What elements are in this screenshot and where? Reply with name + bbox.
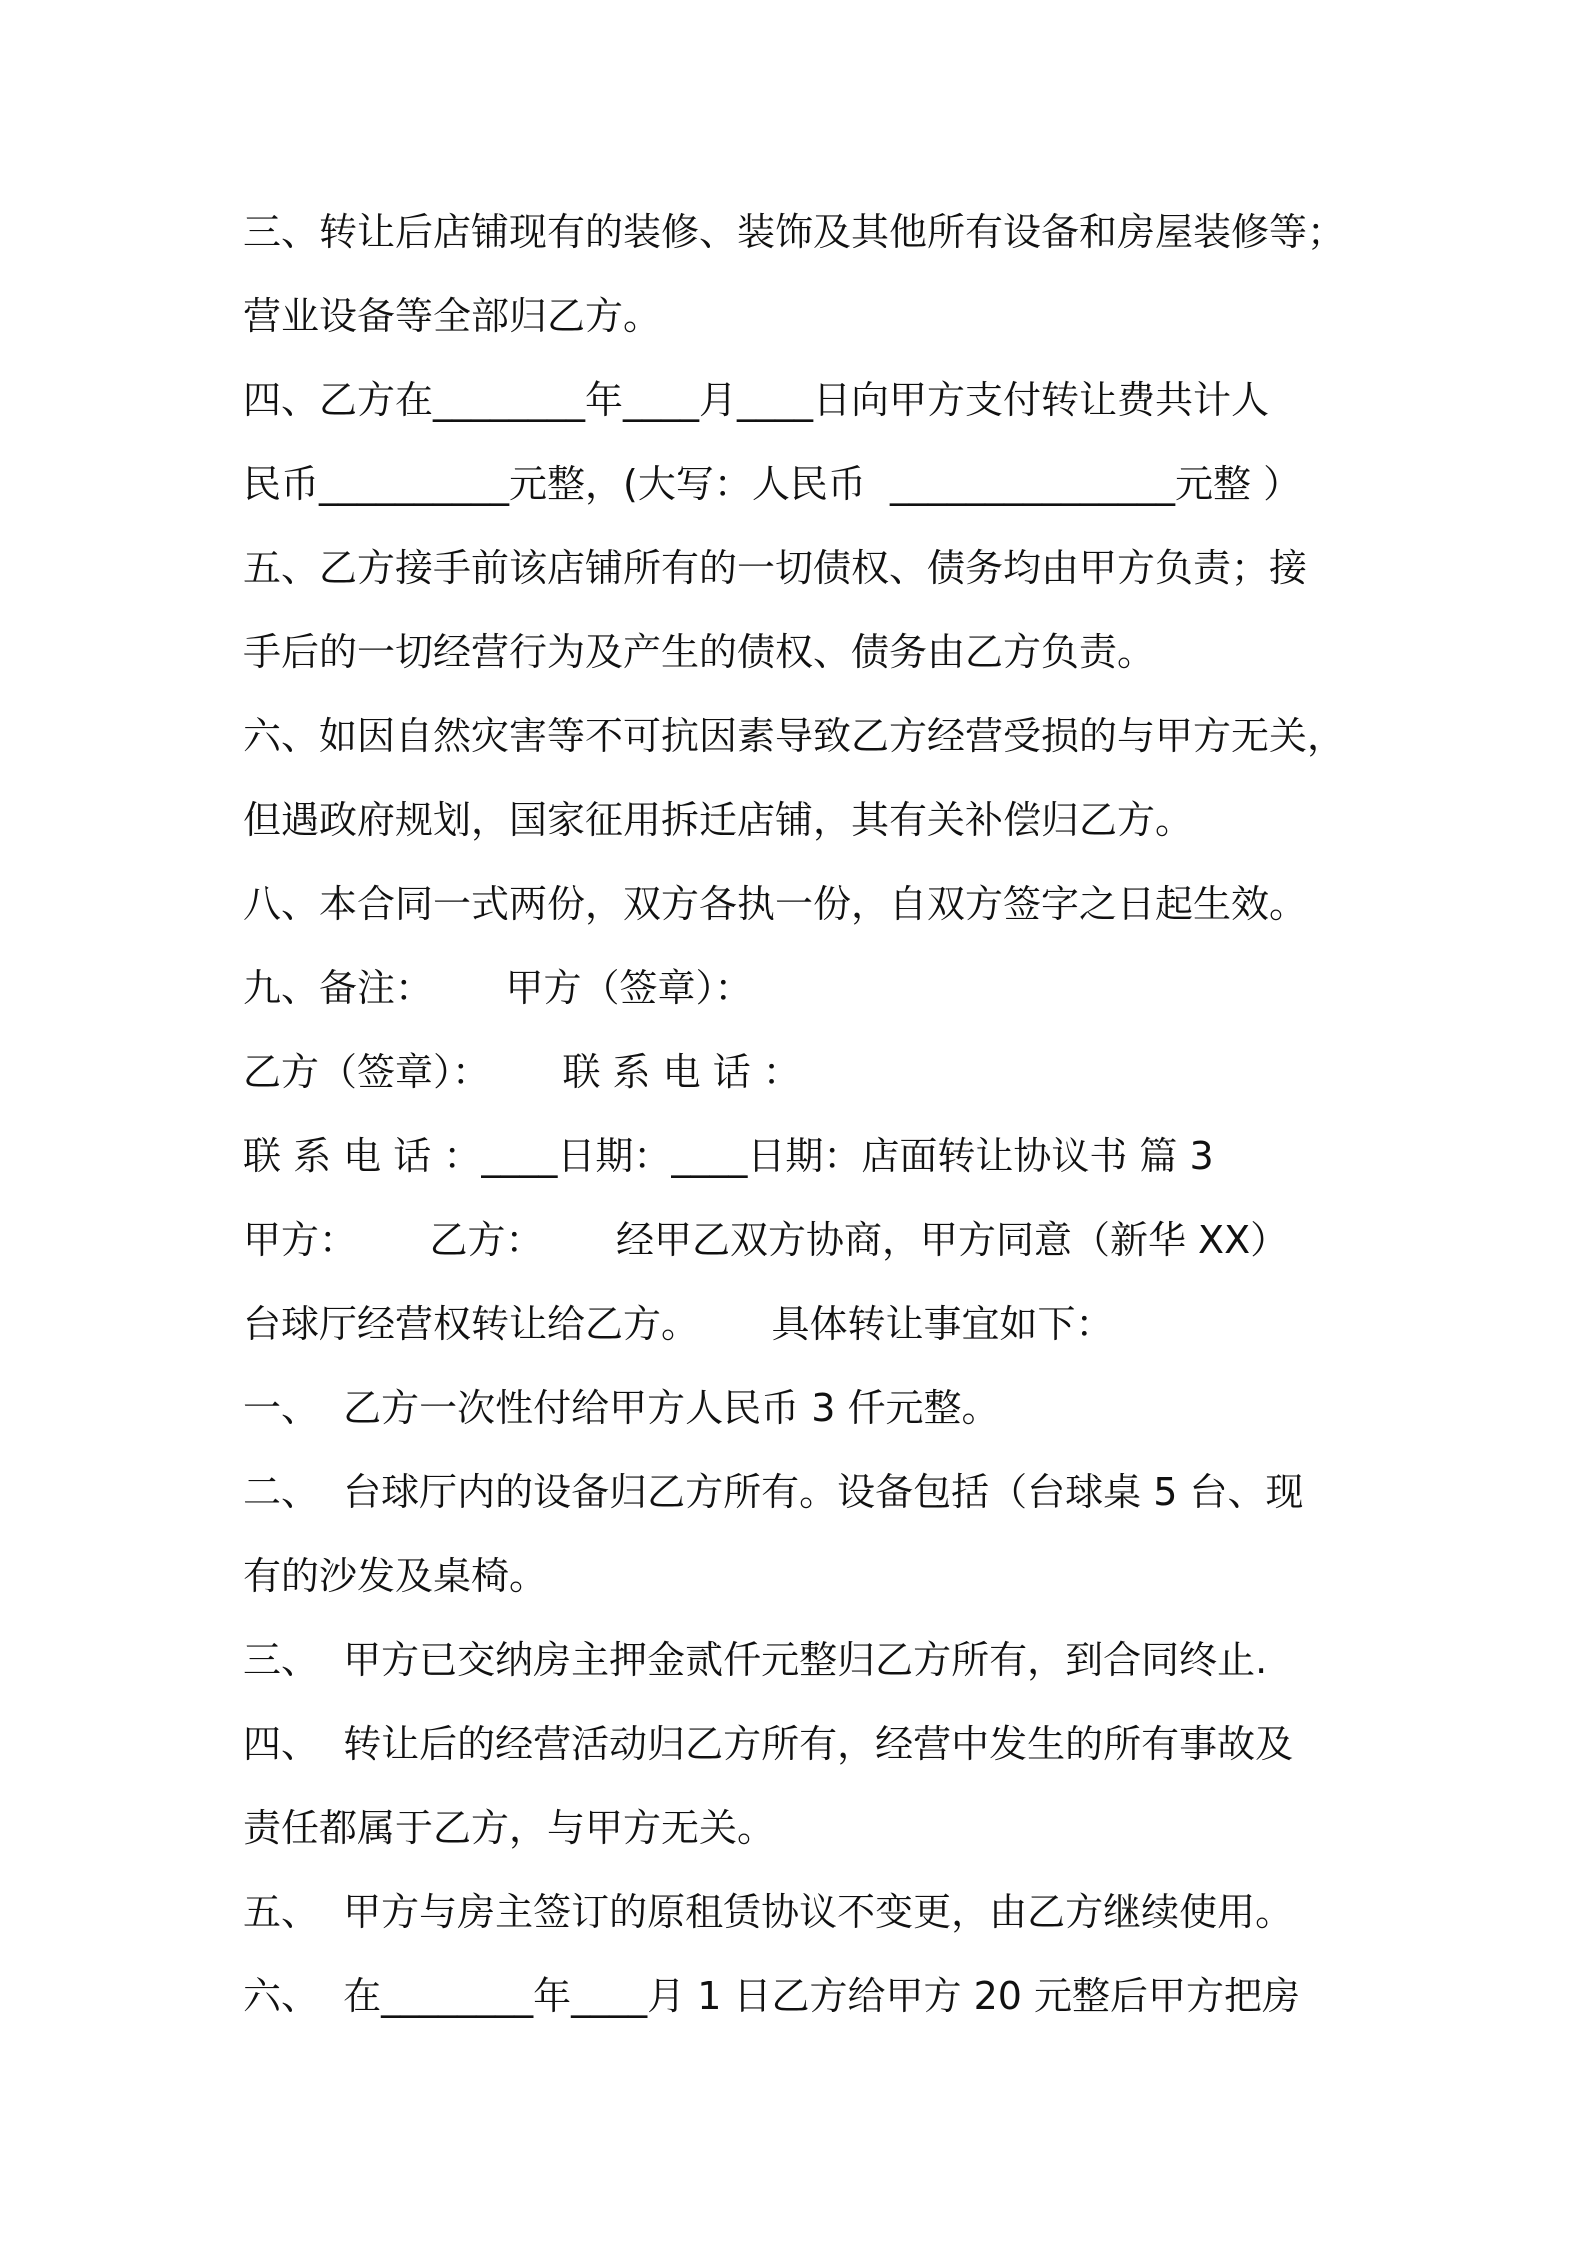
- document-line-22: 六、 在________年____月 1 日乙方给甲方 20 元整后甲方把房: [243, 1974, 1301, 2018]
- document-line-11: 乙方（签章）： 联 系 电 话 ：: [243, 1050, 801, 1094]
- document-line-16: 二、 台球厅内的设备归乙方所有。设备包括（台球桌 5 台、现: [243, 1470, 1304, 1514]
- document-body: [243, 190, 1353, 2038]
- document-line-18: 三、 甲方已交纳房主押金贰仟元整归乙方所有，到合同终止.: [243, 1638, 1268, 1682]
- document-line-7: 六、如因自然灾害等不可抗因素导致乙方经营受损的与甲方无关，: [243, 714, 1346, 758]
- document-line-8: 但遇政府规划，国家征用拆迁店铺，其有关补偿归乙方。: [243, 798, 1194, 842]
- document-line-20: 责任都属于乙方，与甲方无关。: [243, 1806, 776, 1850]
- document-line-19: 四、 转让后的经营活动归乙方所有，经营中发生的所有事故及: [243, 1722, 1294, 1766]
- document-line-14: 台球厅经营权转让给乙方。 具体转让事宜如下：: [243, 1302, 1114, 1346]
- document-line-3: 四、乙方在________年____月____日向甲方支付转让费共计人: [243, 378, 1270, 422]
- document-line-13: 甲方： 乙方： 经甲乙双方协商，甲方同意（新华 XX）: [243, 1218, 1289, 1262]
- document-line-9: 八、本合同一式两份，双方各执一份，自双方签字之日起生效。: [243, 882, 1308, 926]
- document-line-5: 五、乙方接手前该店铺所有的一切债权、债务均由甲方负责；接: [243, 546, 1308, 590]
- document-line-17: 有的沙发及桌椅。: [243, 1554, 548, 1598]
- document-line-1: 三、转让后店铺现有的装修、装饰及其他所有设备和房屋装修等；: [243, 210, 1346, 254]
- document-line-10: 九、备注： 甲方（签章）：: [243, 966, 753, 1010]
- document-line-4: 民币__________元整，(大写：人民币 _______________元整 ）: [243, 462, 1302, 506]
- document-line-15: 一、 乙方一次性付给甲方人民币 3 仟元整。: [243, 1386, 1000, 1430]
- document-line-2: 营业设备等全部归乙方。: [243, 294, 662, 338]
- document-line-12: 联 系 电 话 ：____日期：____日期：店面转让协议书 篇 3: [243, 1134, 1214, 1178]
- document-line-21: 五、 甲方与房主签订的原租赁协议不变更，由乙方继续使用。: [243, 1890, 1294, 1934]
- document-line-6: 手后的一切经营行为及产生的债权、债务由乙方负责。: [243, 630, 1156, 674]
